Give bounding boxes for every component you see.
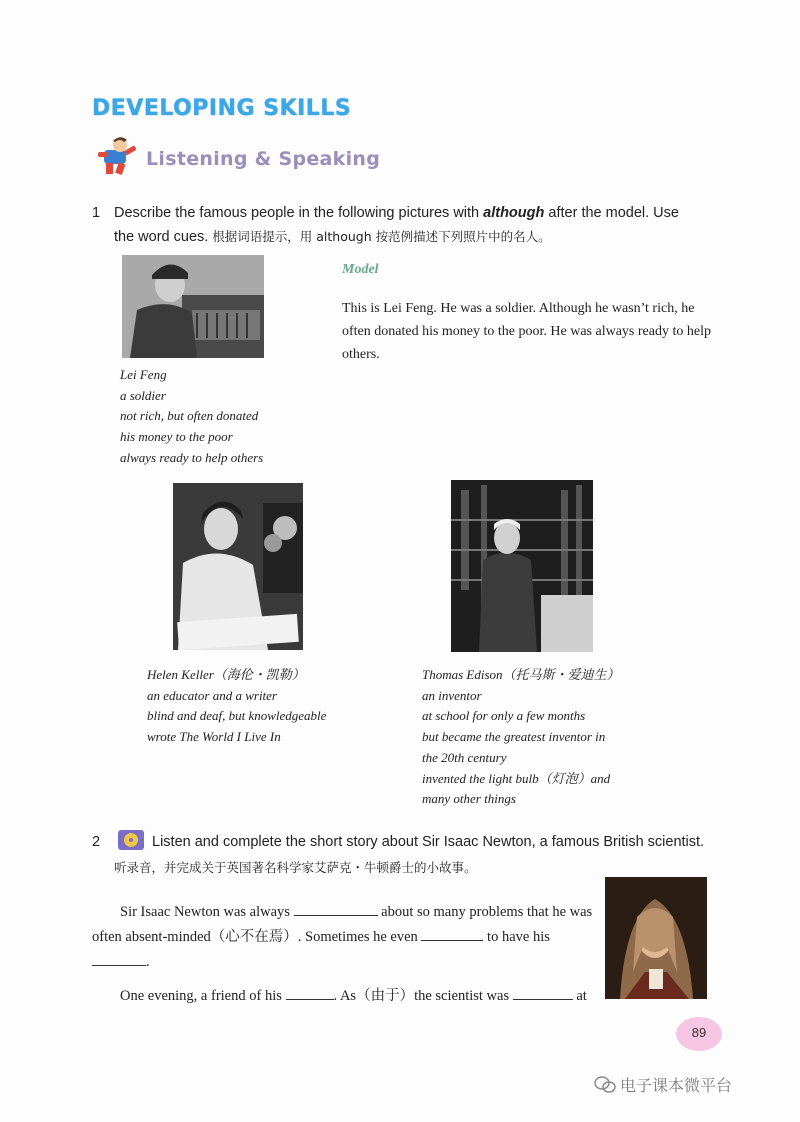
isaac-newton-portrait (605, 877, 707, 999)
question-number: 2 (92, 834, 101, 850)
helen-keller-photo (173, 483, 303, 650)
boy-mascot-icon (94, 134, 140, 176)
newton-story: Sir Isaac Newton was always about so many problems that he was often absent-minded（心不在焉）. Sometimes he even to have his . One evening, a friend of his . As（由于）the scientist was at (92, 900, 598, 1009)
subsection-title: Listening & Speaking (146, 148, 381, 170)
section-title: DEVELOPING SKILLS (92, 96, 352, 121)
audio-cd-icon[interactable] (116, 828, 146, 852)
lei-feng-cues: Lei Feng a soldier not rich, but often donated his money to the poor always ready to help others (120, 367, 264, 465)
helen-keller-cues: Helen Keller（海伦・凯勒） an educator and a writer blind and deaf, but knowledgeable wrote The World I Live In (147, 667, 327, 745)
wechat-icon (594, 1076, 616, 1098)
keyword: although (483, 205, 545, 221)
blank-2[interactable] (421, 926, 483, 941)
question-1: 1 Describe the famous people in the following pictures with although after the model. Use the word cues. 根据词语提示，用 although 按范例描述下列照片中的名人。 (92, 201, 722, 249)
model-label: Model (342, 262, 379, 277)
model-text: This is Lei Feng. He was a soldier. Although he wasn’t rich, he often donated his money to the poor. He was always ready to help others. (342, 301, 711, 362)
question-2: 2 Listen and complete the short story about Sir Isaac Newton, a famous British scientist. 听录音，并完成关于英国著名科学家艾萨克・牛顿爵士的小故事。 (92, 830, 732, 880)
thomas-edison-photo (451, 480, 593, 652)
lei-feng-photo (122, 255, 264, 358)
blank-5[interactable] (513, 985, 573, 1000)
page-number: 89 (691, 1025, 707, 1040)
blank-3[interactable] (92, 951, 146, 966)
blank-4[interactable] (286, 985, 334, 1000)
thomas-edison-cues: Thomas Edison（托马斯・爱迪生） an inventor at school for only a few months but became the greatest inventor in the 20th century invented the light bulb（灯泡）and many other things (422, 667, 620, 807)
question-number: 1 (92, 205, 101, 221)
watermark: 电子课本微平台 (594, 1073, 732, 1098)
blank-1[interactable] (294, 901, 378, 916)
